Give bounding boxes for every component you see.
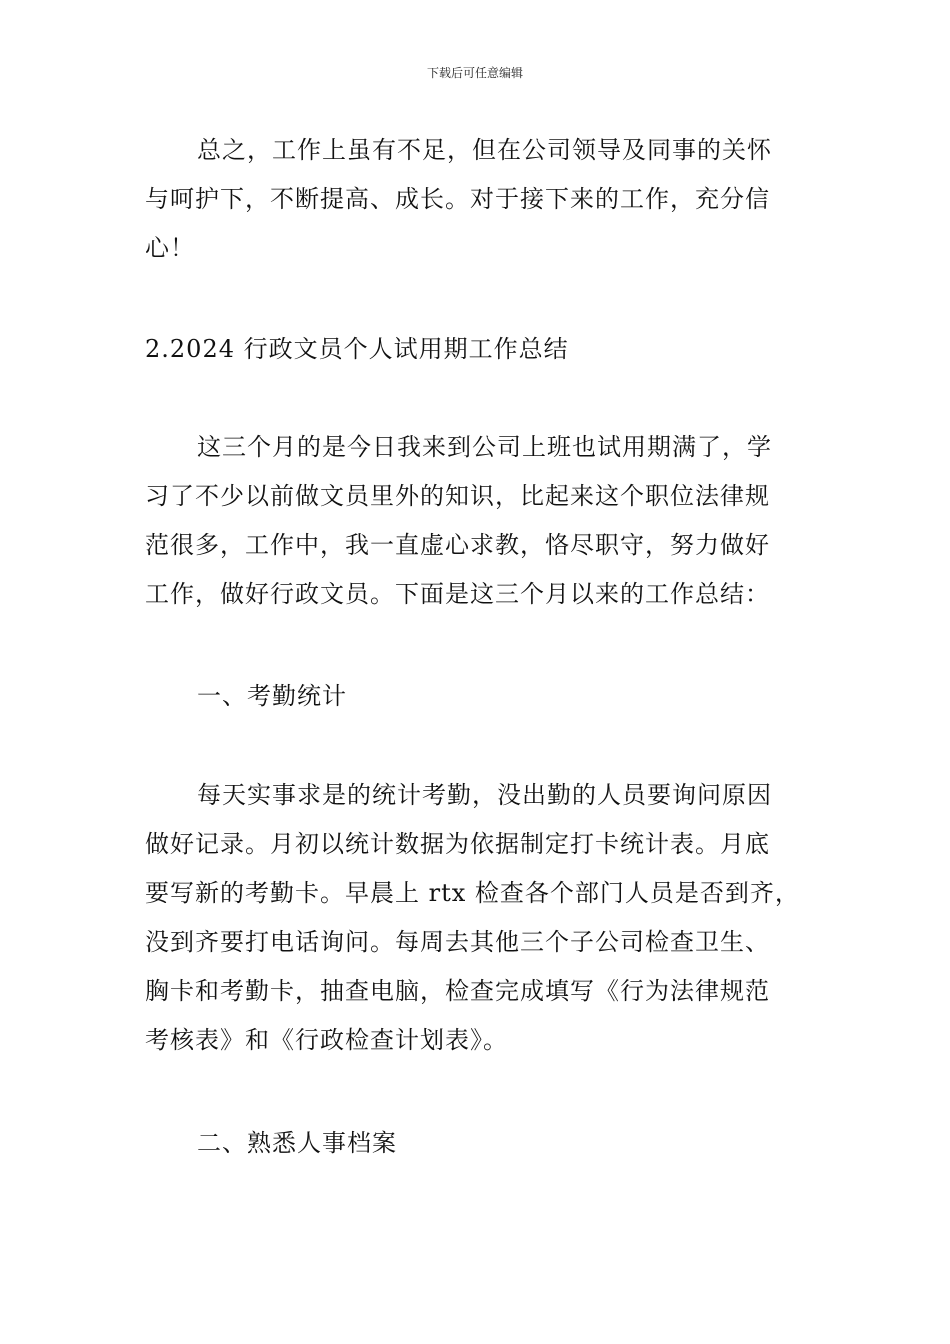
paragraph-attendance bbox=[145, 771, 807, 1065]
section-heading-personnel-files bbox=[145, 1119, 807, 1168]
text-line: 心！ bbox=[145, 234, 195, 262]
section-heading-attendance bbox=[145, 672, 807, 721]
text-line: 总之，工作上虽有不足，但在公司领导及同事的关怀 bbox=[197, 136, 772, 164]
heading-text: 二、熟悉人事档案 bbox=[197, 1129, 397, 1157]
text-line: 做好记录。月初以统计数据为依据制定打卡统计表。月底 bbox=[145, 830, 770, 858]
paragraph-intro bbox=[145, 423, 807, 619]
paragraph-summary bbox=[145, 126, 807, 273]
text-line: 习了不少以前做文员里外的知识，比起来这个职位法律规 bbox=[145, 482, 770, 510]
text-line: 考核表》和《行政检查计划表》。 bbox=[145, 1026, 508, 1054]
text-line: 没到齐要打电话询问。每周去其他三个子公司检查卫生、 bbox=[145, 928, 770, 956]
text-line: 范很多，工作中，我一直虚心求教，恪尽职守，努力做好 bbox=[145, 531, 770, 559]
text-line: 每天实事求是的统计考勤，没出勤的人员要询问原因 bbox=[197, 781, 772, 809]
text-line: 这三个月的是今日我来到公司上班也试用期满了，学 bbox=[197, 433, 772, 461]
text-line: 要写新的考勤卡。早晨上 rtx 检查各个部门人员是否到齐， bbox=[145, 879, 800, 907]
heading-text: 一、考勤统计 bbox=[197, 682, 347, 710]
text-line: 与呵护下，不断提高、成长。对于接下来的工作，充分信 bbox=[145, 185, 770, 213]
section-heading-2 bbox=[145, 325, 807, 374]
heading-text: 2.2024 行政文员个人试用期工作总结 bbox=[145, 335, 569, 363]
text-line: 工作，做好行政文员。下面是这三个月以来的工作总结： bbox=[145, 580, 770, 608]
text-line: 胸卡和考勤卡，抽查电脑，检查完成填写《行为法律规范 bbox=[145, 977, 770, 1005]
page-header: 下载后可任意编辑 bbox=[426, 66, 523, 80]
